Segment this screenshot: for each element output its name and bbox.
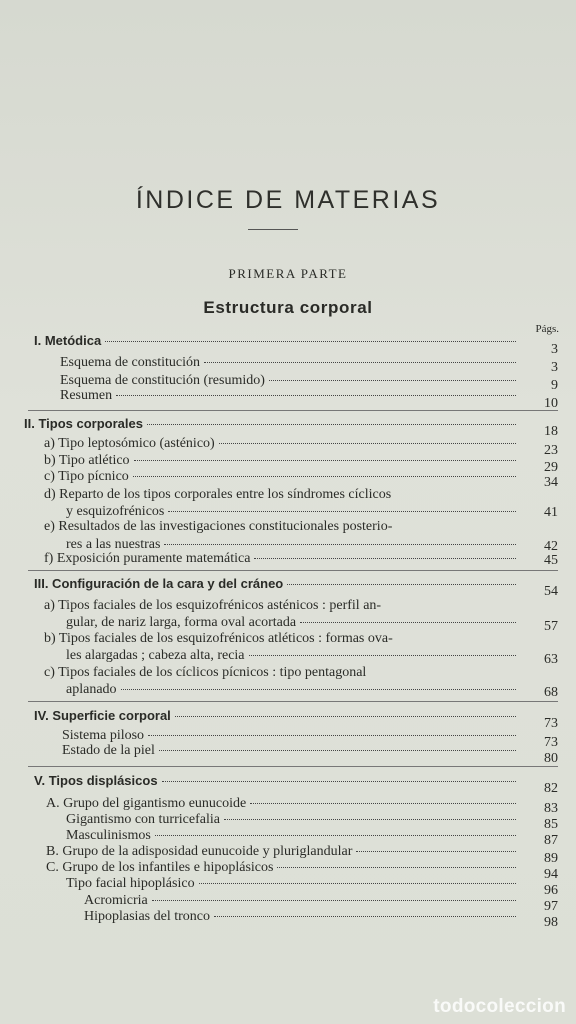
toc-page-number: 97 [544,899,558,914]
toc-entry[interactable]: Hipoplasias del tronco [84,909,520,925]
toc-page-number: 73 [544,716,558,731]
toc-entry[interactable]: Acromicria [84,893,520,909]
toc-page-number: 34 [544,475,558,490]
toc-page-number: 54 [544,584,558,599]
toc-entry[interactable]: Tipo facial hipoplásico [66,876,520,892]
toc-page-number: 57 [544,619,558,634]
toc-entry[interactable]: Masculinismos [66,828,520,844]
toc-entry[interactable]: Esquema de constitución (resumido) [60,373,520,389]
toc-entry-continuation[interactable]: y esquizofrénicos [66,504,520,520]
section-divider [28,410,558,411]
toc-entry-continuation[interactable]: les alargadas ; cabeza alta, recia [66,648,520,664]
toc-page-number: 3 [551,342,558,357]
pages-column-label: Págs. [535,323,559,335]
toc-entry-chapter-1[interactable]: I. Metódica [34,333,520,349]
toc-entry[interactable]: c) Tipo pícnico [44,469,520,485]
toc-entry-continuation[interactable]: gular, de nariz larga, forma oval acortada [66,615,520,631]
toc-entry-continuation[interactable]: aplanado [66,682,520,698]
toc-entry[interactable]: e) Resultados de las investigaciones constitucionales posterio- [44,519,393,534]
toc-entry[interactable]: B. Grupo de la adisposidad eunucoide y pluriglandular [46,844,520,860]
toc-entry[interactable]: Resumen [60,388,520,404]
toc-page-number: 9 [551,378,558,393]
toc-page-number: 41 [544,505,558,520]
toc-entry-continuation[interactable]: res a las nuestras [66,537,520,553]
toc-page-number: 73 [544,735,558,750]
toc-page-number: 3 [551,360,558,375]
section-heading: Estructura corporal [203,298,373,317]
toc-entry[interactable]: f) Exposición puramente matemática [44,551,520,567]
toc-entry-chapter-3[interactable]: III. Configuración de la cara y del cráneo [34,576,520,592]
toc-page-number: 96 [544,883,558,898]
toc-entry[interactable]: C. Grupo de los infantiles e hipoplásicos [46,860,520,876]
toc-entry[interactable]: Gigantismo con turricefalia [66,812,520,828]
section-divider [28,701,558,702]
toc-entry[interactable]: Sistema piloso [62,728,520,744]
toc-page-number: 94 [544,867,558,882]
toc-page-number: 68 [544,685,558,700]
toc-entry[interactable]: c) Tipos faciales de los cíclicos pícnicos : tipo pentagonal [44,665,367,680]
watermark-logo: todocoleccion [433,996,566,1017]
toc-page-number: 10 [544,396,558,411]
section-divider [28,766,558,767]
toc-page-number: 89 [544,851,558,866]
toc-page-number: 82 [544,781,558,796]
toc-entry[interactable]: A. Grupo del gigantismo eunucoide [46,796,520,812]
toc-page-number: 63 [544,652,558,667]
toc-page-number: 83 [544,801,558,816]
toc-page-number: 98 [544,915,558,930]
toc-page-number: 45 [544,553,558,568]
toc-entry-chapter-5[interactable]: V. Tipos displásicos [34,773,520,789]
toc-page-number: 29 [544,460,558,475]
toc-page-number: 87 [544,833,558,848]
toc-entry[interactable]: a) Tipo leptosómico (asténico) [44,436,520,452]
toc-entry[interactable]: Estado de la piel [62,743,520,759]
toc-entry[interactable]: b) Tipos faciales de los esquizofrénicos atléticos : formas ova- [44,631,393,646]
toc-page-number: 42 [544,539,558,554]
toc-page-number: 18 [544,424,558,439]
toc-entry-chapter-4[interactable]: IV. Superficie corporal [34,708,520,724]
toc-entry[interactable]: b) Tipo atlético [44,453,520,469]
toc-entry[interactable]: a) Tipos faciales de los esquizofrénicos asténicos : perfil an- [44,598,382,613]
toc-page-number: 80 [544,751,558,766]
toc-entry[interactable]: Esquema de constitución [60,355,520,371]
toc-entry[interactable]: d) Reparto de los tipos corporales entre los síndromes cíclicos [44,487,392,502]
toc-page-number: 23 [544,443,558,458]
toc-entry-chapter-2[interactable]: II. Tipos corporales [24,416,520,432]
toc-page-number: 85 [544,817,558,832]
section-divider [28,570,558,571]
page-title: ÍNDICE DE MATERIAS [135,186,441,214]
part-heading: PRIMERA PARTE [228,266,348,281]
